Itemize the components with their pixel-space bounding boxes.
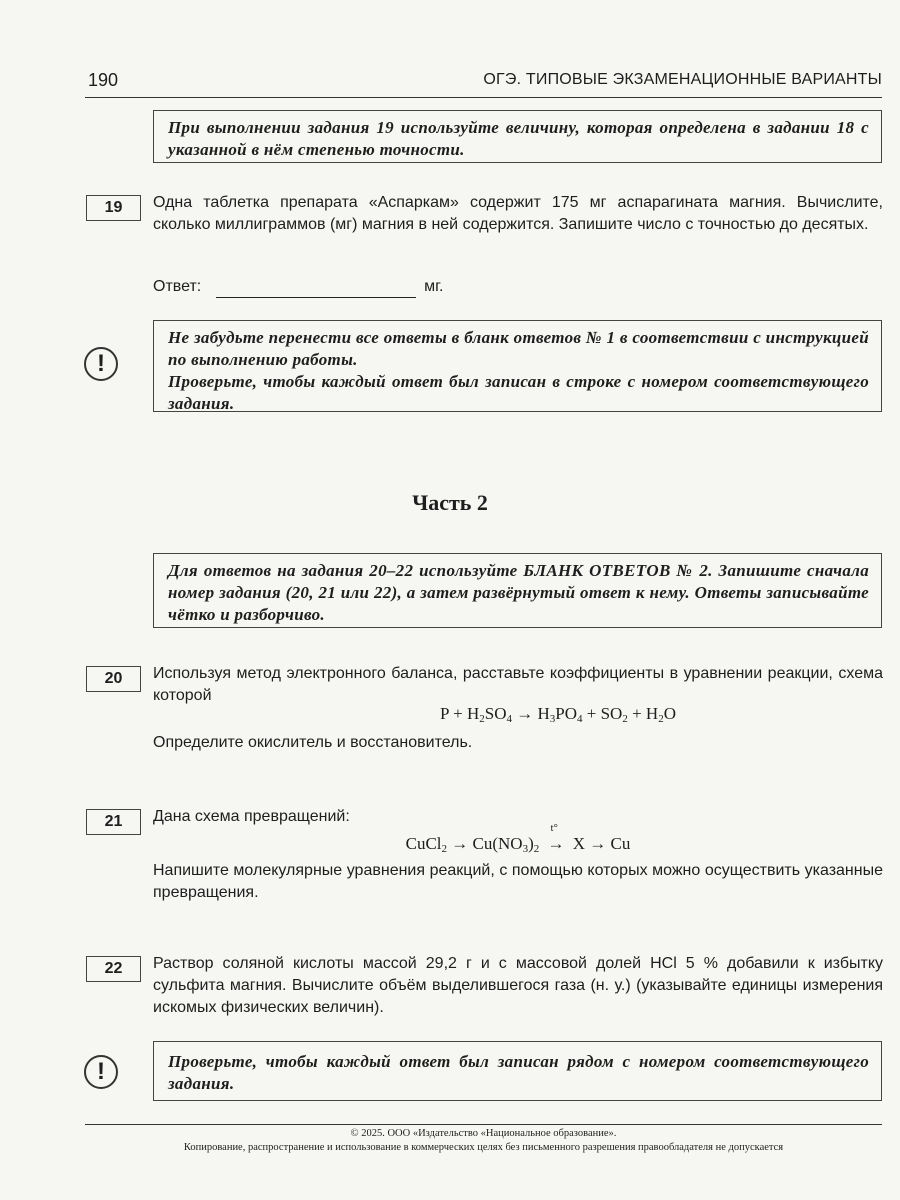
answer-label: Ответ: <box>153 278 202 295</box>
header-divider <box>85 97 882 98</box>
warning-check-answers <box>153 1041 882 1101</box>
task-number-21: 21 <box>86 809 141 835</box>
task-20-body: Используя метод электронного баланса, расставьте коэффициенты в уравнении реакции, схема которой <box>153 665 883 704</box>
part-2-title: Часть 2 <box>412 490 488 515</box>
note-task-19 <box>153 110 882 163</box>
task-22-body: Раствор соляной кислоты массой 29,2 г и с массовой долей HCl 5 % добавили к избытку сульфита магния. Вычислите объём выделившегося газа (н. у.) (указывайте единицы измерения искомых физических величин). <box>153 955 883 1016</box>
page-number: 190 <box>88 70 119 90</box>
warning-line-2: Проверьте, чтобы каждый ответ был записан в строке с номером соответствующего задания. <box>168 372 869 413</box>
task-21-followup: Напишите молекулярные уравнения реакций, с помощью которых можно осуществить указанные превращения. <box>153 862 883 901</box>
footer-copyright: © 2025. ООО «Издательство «Национальное образование». <box>350 1128 617 1139</box>
note-task-19-text: При выполнении задания 19 используйте величину, которая определена в задании 18 с указанной в нём степенью точности. <box>168 118 869 159</box>
task-22-text <box>153 953 883 1019</box>
task-number-22: 22 <box>86 956 141 982</box>
task-19-text <box>153 192 883 236</box>
task-19-body: Одна таблетка препарата «Аспаркам» содержит 175 мг аспарагината магния. Вычислите, сколько миллиграммов (мг) магния в ней содержится. Запишите число с точностью до десятых. <box>153 194 883 233</box>
task-21-body: Дана схема превращений: <box>153 808 350 825</box>
exclamation-icon: ! <box>84 1055 118 1089</box>
task-21-scheme: CuCl$_2$ → $Cu(NO_3)_2$ t° → X → Cu <box>405 822 631 855</box>
answer-field[interactable] <box>216 281 416 298</box>
footer-notice: Копирование, распространение и использование в коммерческих целях без письменного разрешения правообладателя не допускается <box>183 1142 784 1153</box>
task-20-text <box>153 663 883 707</box>
task-20-followup: Определите окислитель и восстановитель. <box>153 734 473 751</box>
t-label: t° <box>550 822 558 834</box>
task-number-19: 19 <box>86 195 141 221</box>
running-head: ОГЭ. ТИПОВЫЕ ЭКЗАМЕНАЦИОННЫЕ ВАРИАНТЫ <box>483 71 882 88</box>
task-number-20: 20 <box>86 666 141 692</box>
answer-unit: мг. <box>424 278 444 295</box>
footer-divider <box>85 1124 882 1125</box>
part-2-instruction <box>153 553 882 628</box>
warning-transfer-answers <box>153 320 882 412</box>
warning-2-text: Проверьте, чтобы каждый ответ был записан рядом с номером соответствующего задания. <box>168 1052 869 1093</box>
task-19-answer-row <box>153 276 883 298</box>
task-21-text <box>153 806 883 828</box>
exclamation-icon: ! <box>84 347 118 381</box>
warning-line-1: Не забудьте перенести все ответы в бланк ответов № 1 в соответствии с инструкцией по выполнению работы. <box>168 328 869 369</box>
task-20-equation: $P + H_2SO_4 \to H_3PO_4 + SO_2 + H_2O$ <box>440 704 676 725</box>
part-2-instruction-text: Для ответов на задания 20–22 используйте БЛАНК ОТВЕТОВ № 2. Запишите сначала номер задания (20, 21 или 22), а затем развёрнутый ответ к нему. Ответы записывайте чётко и разборчиво. <box>168 561 869 624</box>
